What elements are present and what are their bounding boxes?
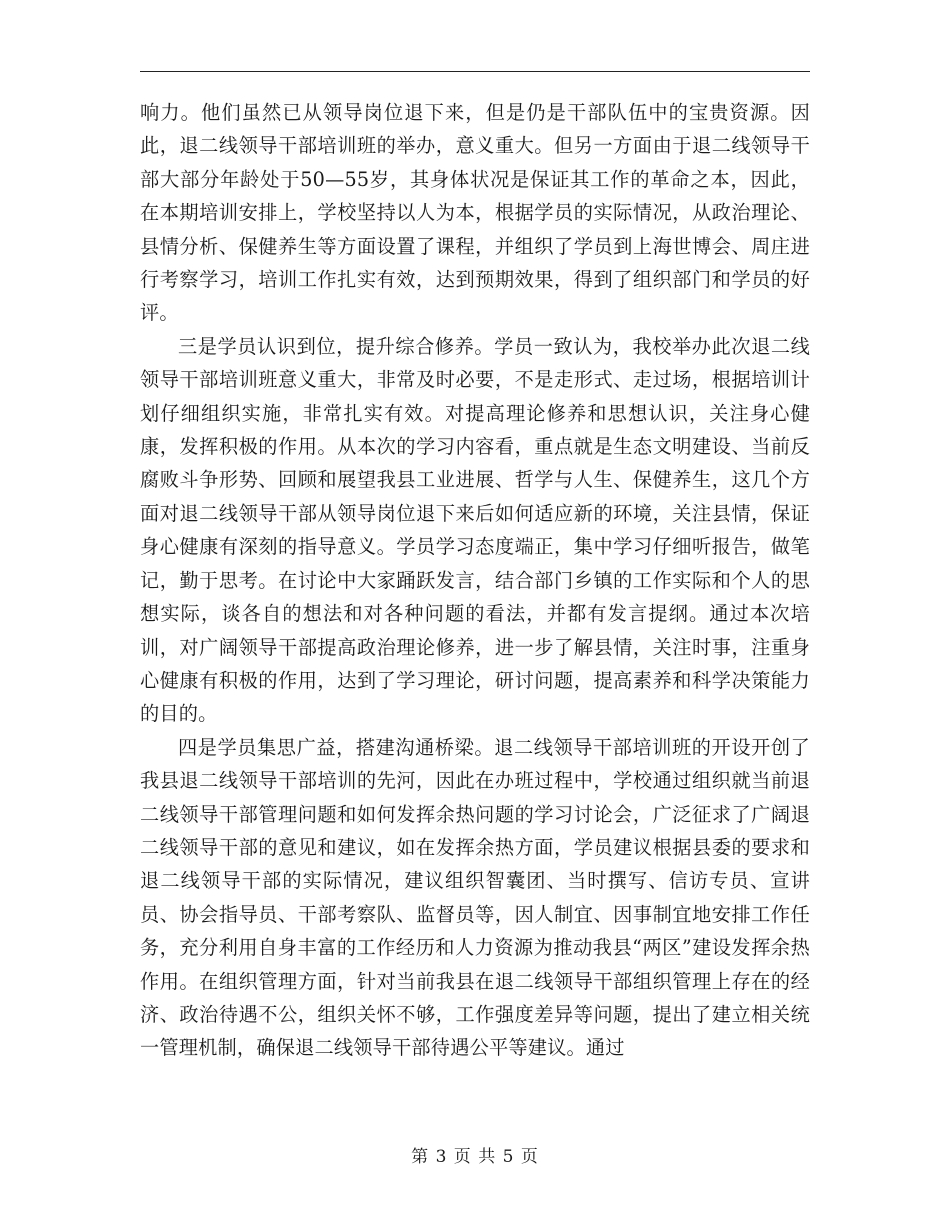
paragraph-1: 响力。他们虽然已从领导岗位退下来，但是仍是干部队伍中的宝贵资源。因此，退二线领导干部培训班的举办，意义重大。但另一方面由于退二线领导干部大部分年龄处于50—55岁，其身体状况是保证其工作的革命之本，因此，在本期培训安排上，学校坚持以人为本，根据学员的实际情况，从政治理论、县情分析、保健养生等方面设置了课程，并组织了学员到上海世博会、周庄进行考察学习，培训工作扎实有效，达到预期效果，得到了组织部门和学员的好评。 bbox=[140, 101, 810, 325]
paragraph-3: 四是学员集思广益，搭建沟通桥梁。退二线领导干部培训班的开设开创了我县退二线领导干部培训的先河，因此在办班过程中，学校通过组织就当前退二线领导干部管理问题和如何发挥余热问题的学习讨论会，广泛征求了广阔退二线领导干部的意见和建议，如在发挥余热方面，学员建议根据县委的要求和退二线领导干部的实际情况，建议组织智囊团、当时撰写、信访专员、宣讲员、协会指导员、干部考察队、监督员等，因人制宜、因事制宜地安排工作任务，充分利用自身丰富的工作经历和人力资源为推动我县“两区”建设发挥余热作用。在组织管理方面，针对当前我县在退二线领导干部组织管理上存在的经济、政治待遇不公，组织关怀不够，工作强度差异等问题，提出了建立相关统一管理机制，确保退二线领导干部待遇公平等建议。通过 bbox=[140, 735, 810, 1060]
document-body bbox=[140, 96, 810, 1065]
page-number-footer: 第 3 页 共 5 页 bbox=[411, 1147, 539, 1167]
header-rule bbox=[140, 71, 810, 72]
paragraph-2: 三是学员认识到位，提升综合修养。学员一致认为，我校举办此次退二线领导干部培训班意义重大，非常及时必要，不是走形式、走过场，根据培训计划仔细组织实施，非常扎实有效。对提高理论修养和思想认识，关注身心健康，发挥积极的作用。从本次的学习内容看，重点就是生态文明建设、当前反腐败斗争形势、回顾和展望我县工业进展、哲学与人生、保健养生，这几个方面对退二线领导干部从领导岗位退下来后如何适应新的环境，关注县情，保证身心健康有深刻的指导意义。学员学习态度端正，集中学习仔细听报告，做笔记，勤于思考。在讨论中大家踊跃发言，结合部门乡镇的工作实际和个人的思想实际，谈各自的想法和对各种问题的看法，并都有发言提纲。通过本次培训，对广阔领导干部提高政治理论修养，进一步了解县情，关注时事，注重身心健康有积极的作用，达到了学习理论，研讨问题，提高素养和科学决策能力的目的。 bbox=[140, 334, 810, 726]
